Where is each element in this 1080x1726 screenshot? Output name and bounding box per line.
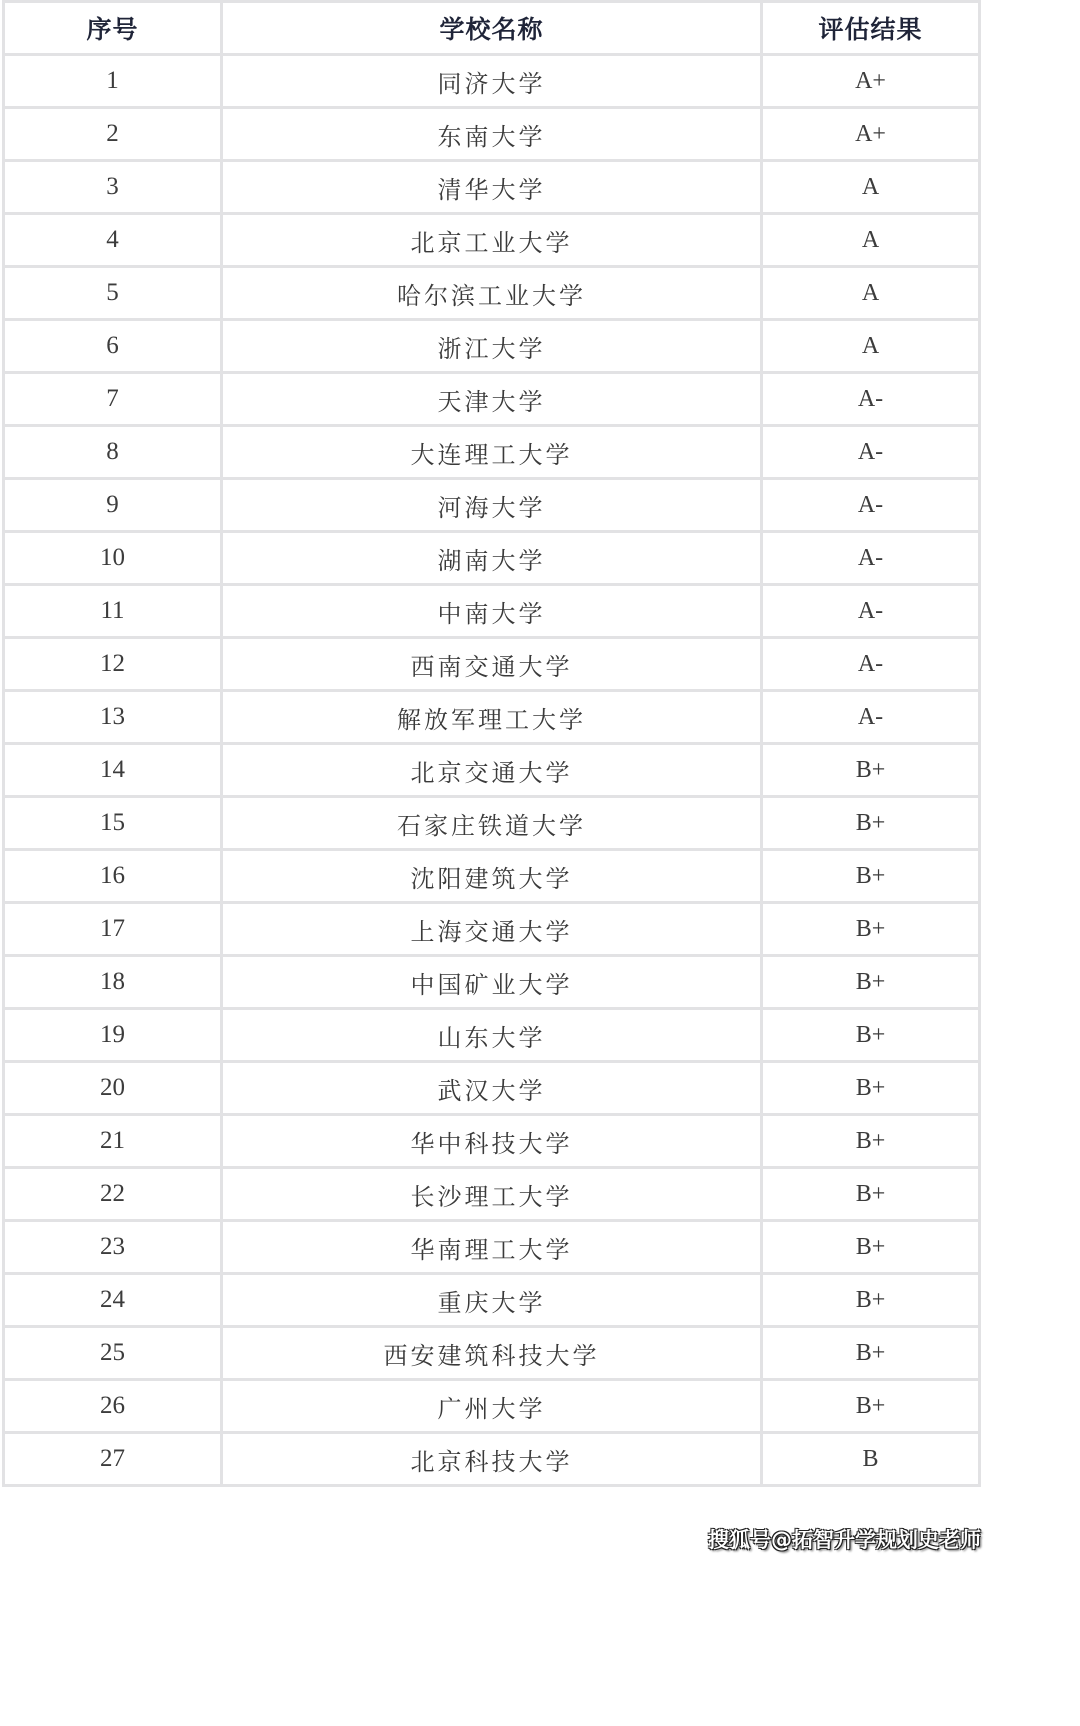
table-row — [4, 1221, 980, 1274]
row-index: 14 — [4, 744, 222, 797]
row-school-name: 重庆大学 — [222, 1274, 762, 1327]
table-row — [4, 373, 980, 426]
row-school-name: 山东大学 — [222, 1009, 762, 1062]
row-index: 9 — [4, 479, 222, 532]
row-school-name: 北京交通大学 — [222, 744, 762, 797]
table-row — [4, 956, 980, 1009]
row-evaluation-result: B+ — [762, 1115, 980, 1168]
table-body — [4, 55, 980, 1486]
row-school-name: 大连理工大学 — [222, 426, 762, 479]
row-school-name: 上海交通大学 — [222, 903, 762, 956]
row-index: 8 — [4, 426, 222, 479]
table-row — [4, 55, 980, 108]
row-school-name: 解放军理工大学 — [222, 691, 762, 744]
row-index: 2 — [4, 108, 222, 161]
row-school-name: 浙江大学 — [222, 320, 762, 373]
row-index: 24 — [4, 1274, 222, 1327]
table-row — [4, 638, 980, 691]
row-evaluation-result: B+ — [762, 903, 980, 956]
row-index: 26 — [4, 1380, 222, 1433]
row-evaluation-result: A- — [762, 373, 980, 426]
row-school-name: 广州大学 — [222, 1380, 762, 1433]
row-evaluation-result: A- — [762, 638, 980, 691]
table-row — [4, 1168, 980, 1221]
table-row — [4, 691, 980, 744]
table-row — [4, 426, 980, 479]
row-evaluation-result: B+ — [762, 1327, 980, 1380]
table-row — [4, 744, 980, 797]
table-row — [4, 1009, 980, 1062]
row-evaluation-result: B+ — [762, 1274, 980, 1327]
row-index: 21 — [4, 1115, 222, 1168]
row-index: 15 — [4, 797, 222, 850]
row-evaluation-result: A- — [762, 585, 980, 638]
row-evaluation-result: A+ — [762, 108, 980, 161]
table-row — [4, 850, 980, 903]
row-school-name: 华中科技大学 — [222, 1115, 762, 1168]
row-school-name: 湖南大学 — [222, 532, 762, 585]
table-row — [4, 1380, 980, 1433]
row-evaluation-result: B — [762, 1433, 980, 1486]
row-school-name: 沈阳建筑大学 — [222, 850, 762, 903]
row-evaluation-result: A- — [762, 426, 980, 479]
row-index: 18 — [4, 956, 222, 1009]
header-evaluation-result: 评估结果 — [762, 2, 980, 55]
row-evaluation-result: B+ — [762, 1062, 980, 1115]
row-school-name: 中国矿业大学 — [222, 956, 762, 1009]
table-row — [4, 108, 980, 161]
row-evaluation-result: B+ — [762, 1009, 980, 1062]
row-school-name: 中南大学 — [222, 585, 762, 638]
row-index: 11 — [4, 585, 222, 638]
table-row — [4, 1062, 980, 1115]
row-school-name: 清华大学 — [222, 161, 762, 214]
row-index: 10 — [4, 532, 222, 585]
row-index: 19 — [4, 1009, 222, 1062]
row-evaluation-result: B+ — [762, 1380, 980, 1433]
table-row — [4, 903, 980, 956]
row-evaluation-result: A — [762, 267, 980, 320]
table-row — [4, 532, 980, 585]
row-evaluation-result: A — [762, 161, 980, 214]
row-evaluation-result: A+ — [762, 55, 980, 108]
row-school-name: 武汉大学 — [222, 1062, 762, 1115]
row-index: 16 — [4, 850, 222, 903]
row-index: 4 — [4, 214, 222, 267]
row-evaluation-result: A — [762, 214, 980, 267]
row-school-name: 华南理工大学 — [222, 1221, 762, 1274]
row-school-name: 同济大学 — [222, 55, 762, 108]
school-evaluation-table — [2, 0, 981, 1487]
row-evaluation-result: A — [762, 320, 980, 373]
row-index: 22 — [4, 1168, 222, 1221]
table-row — [4, 797, 980, 850]
table-row — [4, 479, 980, 532]
row-school-name: 哈尔滨工业大学 — [222, 267, 762, 320]
header-index: 序号 — [4, 2, 222, 55]
row-index: 25 — [4, 1327, 222, 1380]
row-school-name: 东南大学 — [222, 108, 762, 161]
row-school-name: 石家庄铁道大学 — [222, 797, 762, 850]
table-row — [4, 1115, 980, 1168]
table-row — [4, 214, 980, 267]
row-school-name: 天津大学 — [222, 373, 762, 426]
row-evaluation-result: B+ — [762, 956, 980, 1009]
row-index: 5 — [4, 267, 222, 320]
row-evaluation-result: A- — [762, 691, 980, 744]
row-index: 17 — [4, 903, 222, 956]
row-index: 12 — [4, 638, 222, 691]
row-school-name: 西安建筑科技大学 — [222, 1327, 762, 1380]
row-evaluation-result: B+ — [762, 744, 980, 797]
row-school-name: 北京科技大学 — [222, 1433, 762, 1486]
watermark: 搜狐号@拓智升学规划史老师 — [708, 1528, 981, 1552]
row-school-name: 河海大学 — [222, 479, 762, 532]
row-school-name: 北京工业大学 — [222, 214, 762, 267]
row-evaluation-result: A- — [762, 479, 980, 532]
row-school-name: 长沙理工大学 — [222, 1168, 762, 1221]
row-index: 3 — [4, 161, 222, 214]
row-index: 27 — [4, 1433, 222, 1486]
table-row — [4, 1433, 980, 1486]
row-evaluation-result: B+ — [762, 850, 980, 903]
table-row — [4, 320, 980, 373]
row-evaluation-result: B+ — [762, 1168, 980, 1221]
row-evaluation-result: A- — [762, 532, 980, 585]
table-row — [4, 1274, 980, 1327]
row-index: 20 — [4, 1062, 222, 1115]
header-school-name: 学校名称 — [222, 2, 762, 55]
table-row — [4, 585, 980, 638]
row-index: 6 — [4, 320, 222, 373]
row-school-name: 西南交通大学 — [222, 638, 762, 691]
table-row — [4, 267, 980, 320]
row-index: 23 — [4, 1221, 222, 1274]
row-evaluation-result: B+ — [762, 1221, 980, 1274]
table-header-row — [4, 2, 980, 55]
table-row — [4, 161, 980, 214]
table-row — [4, 1327, 980, 1380]
row-index: 1 — [4, 55, 222, 108]
row-index: 13 — [4, 691, 222, 744]
row-evaluation-result: B+ — [762, 797, 980, 850]
row-index: 7 — [4, 373, 222, 426]
